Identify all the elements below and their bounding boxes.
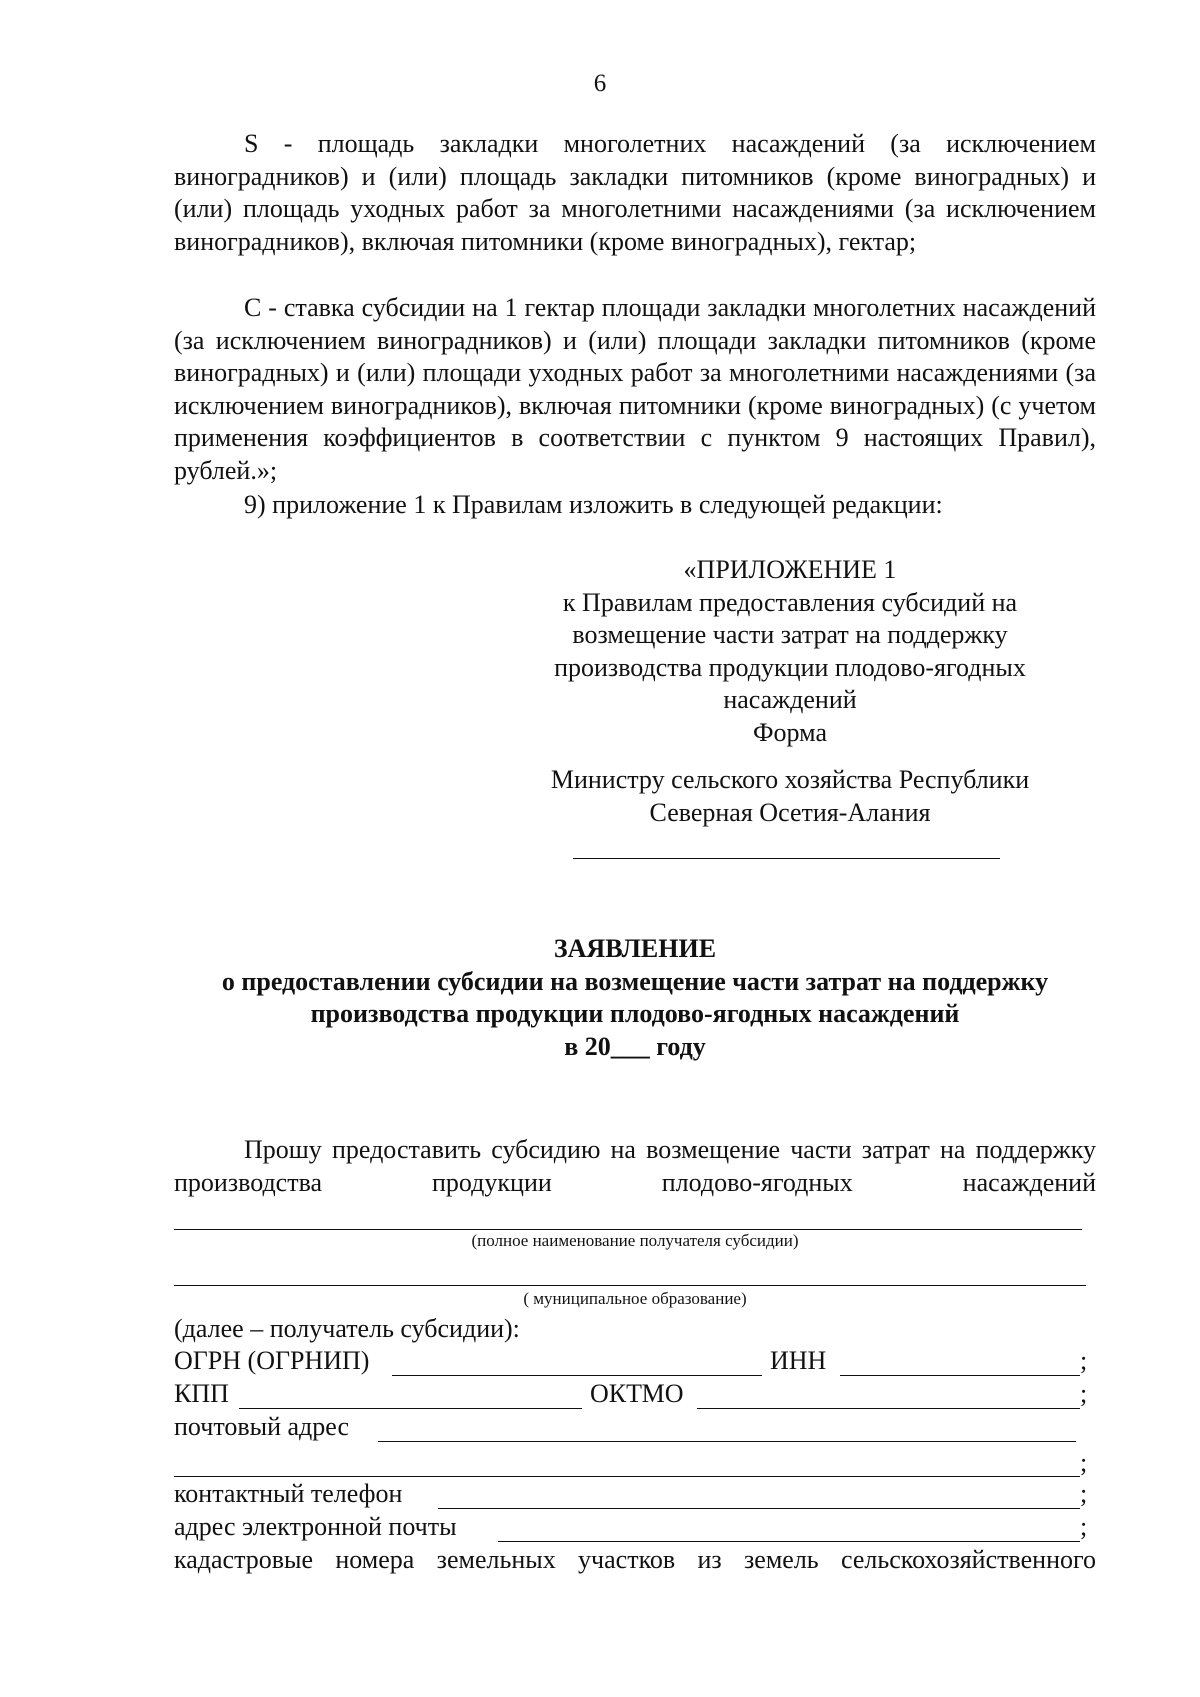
semicolon: ; [1080,1346,1088,1375]
request-paragraph: Прошу предоставить субсидию на возмещение части затрат на поддержку производства продукции плодово-ягодных насаждений [174,1135,1096,1197]
appendix-line: к Правилам предоставления субсидий на [562,587,1018,617]
hereinafter-text: (далее – получатель субсидии): [174,1314,520,1343]
page-number: 6 [593,70,607,97]
recipient-name-caption: (полное наименование получателя субсидии) [471,1231,799,1250]
ogrn-label: ОГРН (ОГРНИП) [174,1346,370,1375]
paragraph-item-9: 9) приложение 1 к Правилам изложить в следующей редакции: [244,490,943,519]
recipient-signature-line [573,858,1000,859]
recipient-line: Министру сельского хозяйства Республики [550,765,1030,794]
recipient-name-line [174,1229,1082,1230]
semicolon: ; [1080,1479,1088,1508]
oktmo-field[interactable] [697,1408,1080,1409]
semicolon: ; [1080,1512,1088,1541]
inn-field[interactable] [840,1375,1080,1376]
municipality-line [174,1285,1086,1286]
kpp-label: КПП [174,1379,229,1408]
title-year-line: в 20___ году [564,1031,706,1061]
title-heading: ЗАЯВЛЕНИЕ [553,934,717,963]
application-title [150,933,1120,1063]
paragraph-c-definition: С - ставка субсидии на 1 гектар площади закладки многолетних насаждений (за исключением виноградников) и (или) площади закладки питомников (кроме виноградных) и (или) площади уходных работ за многолетними насаждениями (за исключением виноградников), включая питомники (кроме виноградных) (с учетом применения коэффициентов в соответствии с пунктом 9 настоящих Правил), рублей.»; [174,293,1096,485]
semicolon: ; [1080,1448,1088,1477]
appendix-header [520,554,1060,750]
email-field[interactable] [498,1541,1080,1542]
title-line: о предоставлении субсидии на возмещение части затрат на поддержку [221,966,1049,996]
recipient-block [520,764,1060,829]
postal-address-field[interactable] [378,1441,1076,1442]
kpp-field[interactable] [239,1408,582,1409]
phone-field[interactable] [438,1508,1080,1509]
appendix-title: «ПРИЛОЖЕНИЕ 1 [683,555,897,584]
cadastral-numbers-text: кадастровые номера земельных участков из земель сельскохозяйственного [174,1545,1096,1574]
email-label: адрес электронной почты [174,1512,457,1541]
appendix-line: возмещение части затрат на поддержку [572,620,1008,650]
title-line: производства продукции плодово-ягодных насаждений [310,999,960,1029]
inn-label: ИНН [770,1346,827,1375]
oktmo-label: ОКТМО [590,1379,684,1408]
paragraph-s-definition: S - площадь закладки многолетних насаждений (за исключением виноградников) и (или) площадь закладки питомников (кроме виноградных) и (или) площадь уходных работ за многолетними насаждениями (за исключением виноградников), включая питомники (кроме виноградных), гектар; [174,129,1096,256]
postal-address-label: почтовый адрес [174,1412,349,1441]
semicolon: ; [1080,1379,1088,1408]
appendix-line: насаждений [723,685,857,715]
phone-label: контактный телефон [174,1479,403,1508]
ogrn-field[interactable] [392,1375,762,1376]
municipality-caption: ( муниципальное образование) [523,1289,747,1308]
recipient-line: Северная Осетия-Алания [649,797,931,827]
form-label: Форма [753,717,827,747]
postal-address-field-continued[interactable] [174,1476,1080,1477]
appendix-line: производства продукции плодово-ягодных [554,652,1026,682]
